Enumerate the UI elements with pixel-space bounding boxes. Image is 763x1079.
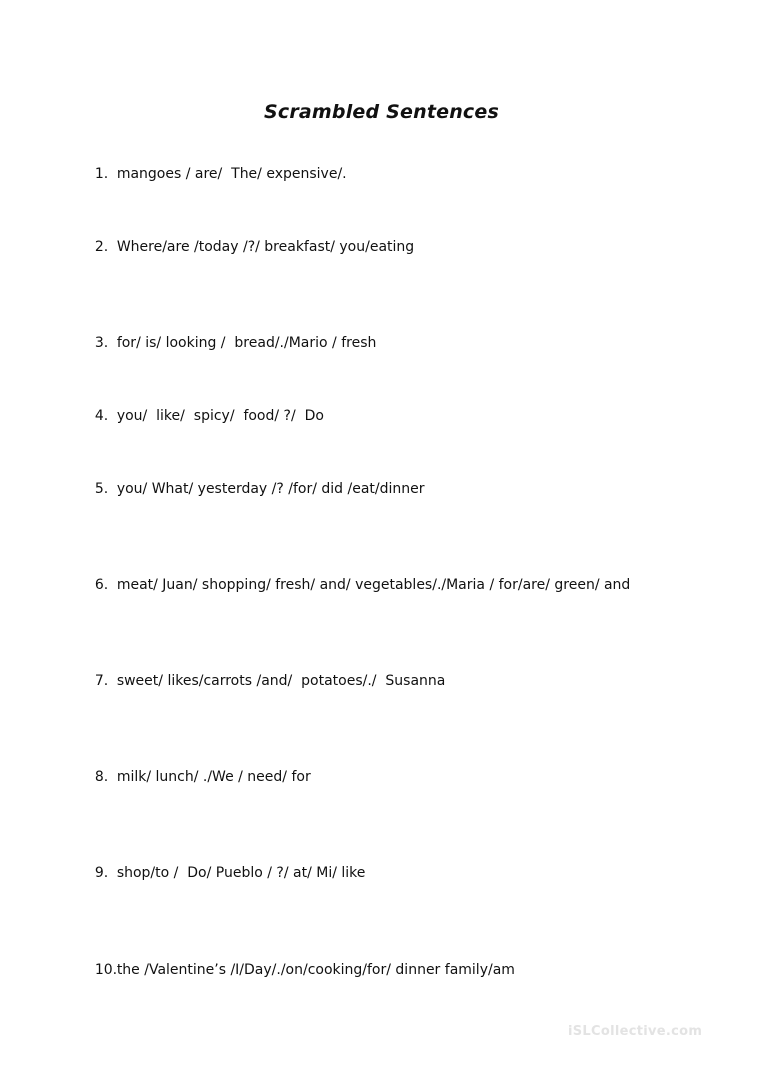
list-item [77,654,445,708]
list-item [77,846,365,900]
item-number: 1. [94,166,109,182]
page-title: Scrambled Sentences [263,101,499,123]
item-text: the /Valentine’s /I/Day/./on/cooking/for/ dinner family/am [116,962,515,978]
item-text: milk/ lunch/ ./We / need/ for [116,769,311,785]
watermark: iSLCollective.com [568,1024,703,1039]
list-item [77,316,376,370]
item-text: shop/to / Do/ Pueblo / ?/ at/ Mi/ like [116,865,366,881]
list-item [77,558,630,612]
item-number: 9. [94,865,109,881]
item-text: for/ is/ looking / bread/./Mario / fresh [116,335,377,351]
item-number: 6. [94,577,109,593]
item-text: you/ What/ yesterday /? /for/ did /eat/dinner [116,481,425,497]
item-number: 8. [94,769,109,785]
list-item [77,389,324,443]
item-text: you/ like/ spicy/ food/ ?/ Do [116,408,324,424]
item-text: sweet/ likes/carrots /and/ potatoes/./ Susanna [116,673,446,689]
list-item [77,750,311,804]
item-text: Where/are /today /?/ breakfast/ you/eating [116,239,415,255]
list-item [77,462,425,516]
item-number: 3. [94,335,109,351]
item-number: 10. [94,962,118,978]
item-text: meat/ Juan/ shopping/ fresh/ and/ vegetables/./Maria / for/are/ green/ and [116,577,631,593]
item-number: 7. [94,673,109,689]
list-item [77,147,347,201]
item-number: 5. [94,481,109,497]
list-item [77,943,515,997]
item-text: mangoes / are/ The/ expensive/. [116,166,347,182]
item-number: 2. [94,239,109,255]
list-item [77,220,414,274]
item-number: 4. [94,408,109,424]
